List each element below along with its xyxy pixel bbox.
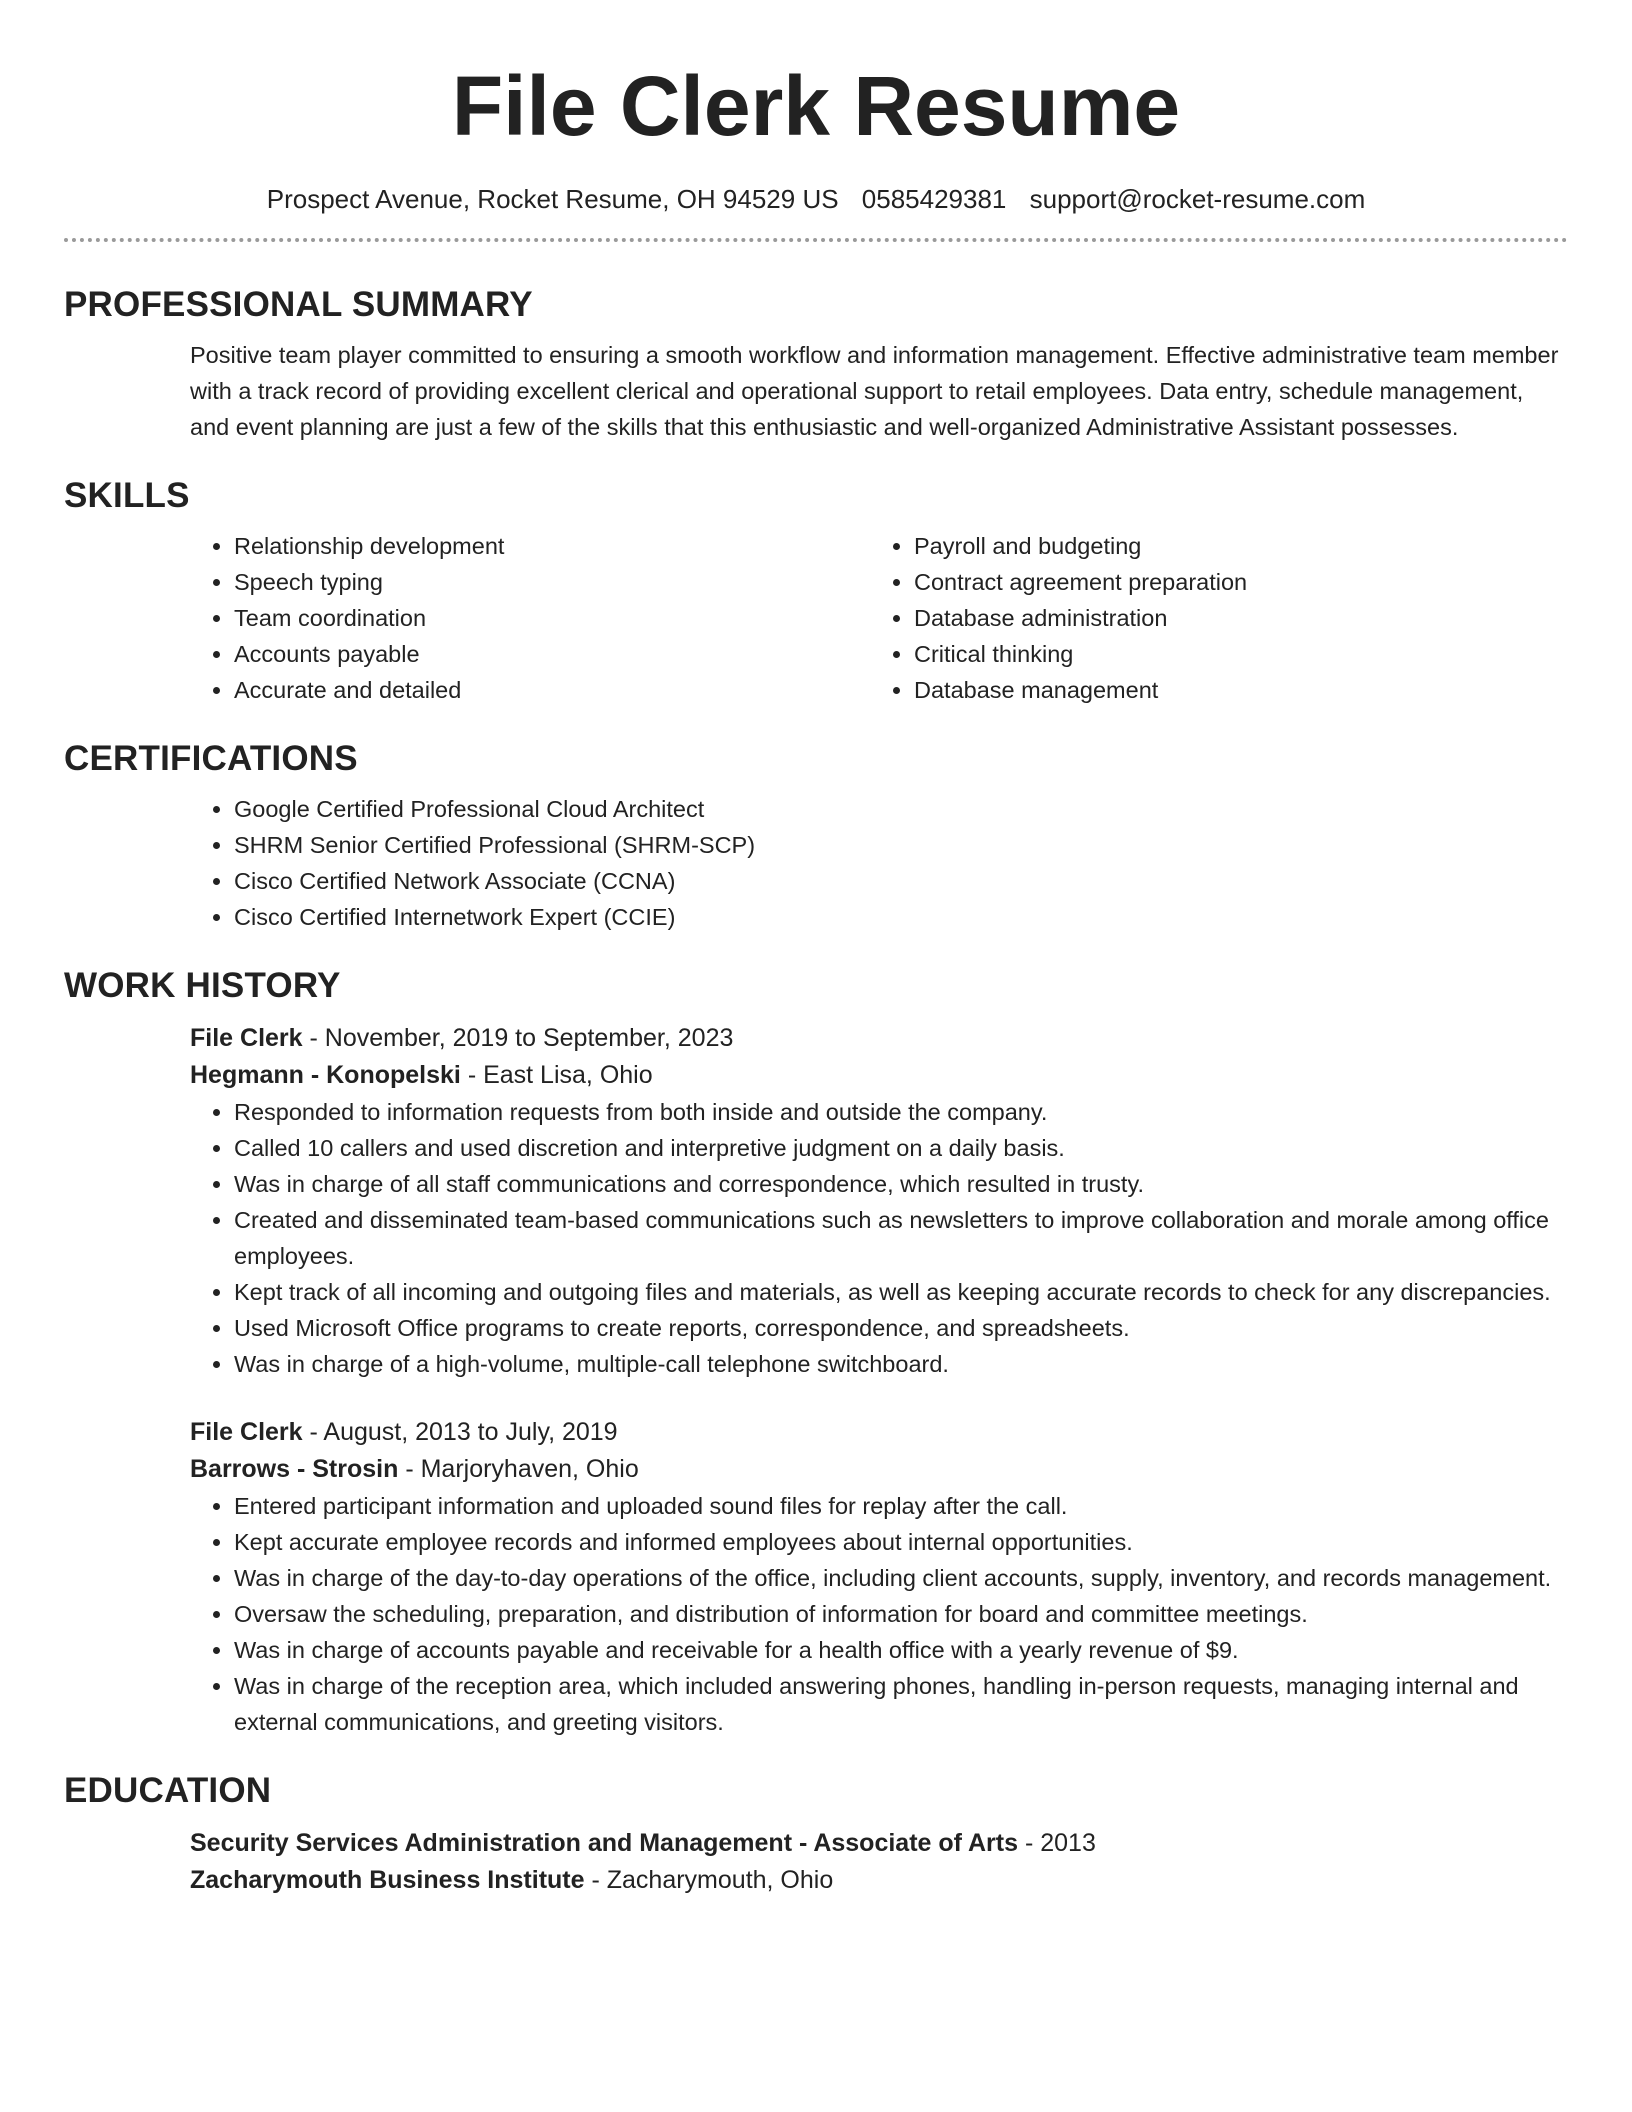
job-location: - East Lisa, Ohio <box>460 1061 653 1089</box>
summary-section <box>64 283 1568 445</box>
list-item: • Database administration <box>914 600 1568 636</box>
list-item: • Payroll and budgeting <box>914 528 1568 564</box>
job-title-line <box>190 1020 1568 1057</box>
skills-list-right <box>870 528 1568 708</box>
summary-body <box>64 337 1568 445</box>
list-item: • Kept track of all incoming and outgoing files and materials, as well as keeping accurate records to check for any discrepancies. <box>234 1274 1568 1310</box>
list-item: • SHRM Senior Certified Professional (SHRM-SCP) <box>234 827 1568 863</box>
summary-heading: PROFESSIONAL SUMMARY <box>64 285 533 324</box>
job-company: Barrows - Strosin <box>190 1455 399 1483</box>
list-item: • Google Certified Professional Cloud Architect <box>234 791 1568 827</box>
list-item: • Kept accurate employee records and informed employees about internal opportunities. <box>234 1524 1568 1560</box>
list-item: • Speech typing <box>234 564 870 600</box>
resume-title: File Clerk Resume <box>451 59 1181 153</box>
summary-text: Positive team player committed to ensuring a smooth workflow and information management. Effective administrative team member with a track record of providing excellent clerical and operational support to retail employees. Data entry, schedule management, and event planning are just a few of the skills that this enthusiastic and well-organized Administrative Assistant possesses. <box>190 342 1559 440</box>
skills-list-left <box>190 528 870 708</box>
job-title-line <box>190 1414 1568 1451</box>
list-item: • Accurate and detailed <box>234 672 870 708</box>
job-title: File Clerk <box>190 1024 303 1052</box>
job-company: Hegmann - Konopelski <box>190 1061 461 1089</box>
contact-line <box>64 182 1568 216</box>
list-item: • Cisco Certified Internetwork Expert (CCIE) <box>234 899 1568 935</box>
job-company-line <box>190 1451 1568 1488</box>
list-item: • Critical thinking <box>914 636 1568 672</box>
education-school: Zacharymouth Business Institute <box>190 1866 585 1894</box>
work-history-section <box>64 964 1568 1740</box>
education-degree-line <box>190 1825 1568 1862</box>
education-year: - 2013 <box>1018 1829 1096 1857</box>
job-company-line <box>190 1057 1568 1094</box>
list-item: • Was in charge of the reception area, which included answering phones, handling in-person requests, managing internal and external communications, and greeting visitors. <box>234 1668 1568 1740</box>
skills-heading: SKILLS <box>64 476 190 515</box>
job-location: - Marjoryhaven, Ohio <box>398 1455 639 1483</box>
list-item: • Accounts payable <box>234 636 870 672</box>
skills-section <box>64 474 1568 708</box>
list-item: • Relationship development <box>234 528 870 564</box>
contact-phone: 0585429381 <box>861 184 1007 214</box>
education-heading: EDUCATION <box>64 1771 272 1810</box>
list-item: • Responded to information requests from both inside and outside the company. <box>234 1094 1568 1130</box>
list-item: • Was in charge of a high-volume, multiple-call telephone switchboard. <box>234 1346 1568 1382</box>
job-dates: - November, 2019 to September, 2023 <box>302 1024 734 1052</box>
contact-address: Prospect Avenue, Rocket Resume, OH 94529 US <box>266 184 839 214</box>
list-item: • Called 10 callers and used discretion and interpretive judgment on a daily basis. <box>234 1130 1568 1166</box>
list-item: • Cisco Certified Network Associate (CCNA) <box>234 863 1568 899</box>
education-degree: Security Services Administration and Management - Associate of Arts <box>190 1829 1019 1857</box>
list-item: • Used Microsoft Office programs to create reports, correspondence, and spreadsheets. <box>234 1310 1568 1346</box>
work-history-body <box>64 1020 1568 1740</box>
certifications-heading: CERTIFICATIONS <box>64 739 358 778</box>
certifications-list <box>190 791 1568 935</box>
list-item: • Team coordination <box>234 600 870 636</box>
list-item: • Entered participant information and uploaded sound files for replay after the call. <box>234 1488 1568 1524</box>
job-duties-list <box>190 1094 1568 1382</box>
certifications-section <box>64 737 1568 935</box>
skills-grid <box>190 528 1568 708</box>
job-entry <box>190 1414 1568 1740</box>
education-location: - Zacharymouth, Ohio <box>584 1866 834 1894</box>
education-body <box>64 1825 1568 1899</box>
job-dates: - August, 2013 to July, 2019 <box>302 1418 618 1446</box>
job-entry <box>190 1020 1568 1382</box>
list-item: • Contract agreement preparation <box>914 564 1568 600</box>
list-item: • Was in charge of all staff communications and correspondence, which resulted in trusty. <box>234 1166 1568 1202</box>
contact-email: support@rocket-resume.com <box>1029 184 1366 214</box>
skills-body <box>64 528 1568 708</box>
list-item: • Oversaw the scheduling, preparation, and distribution of information for board and committee meetings. <box>234 1596 1568 1632</box>
job-duties-list <box>190 1488 1568 1740</box>
work-history-heading: WORK HISTORY <box>64 966 341 1005</box>
job-title: File Clerk <box>190 1418 303 1446</box>
education-section <box>64 1769 1568 1899</box>
certifications-body <box>64 791 1568 935</box>
education-school-line <box>190 1862 1568 1899</box>
list-item: • Was in charge of the day-to-day operations of the office, including client accounts, supply, inventory, and records management. <box>234 1560 1568 1596</box>
list-item: • Was in charge of accounts payable and receivable for a health office with a yearly revenue of $9. <box>234 1632 1568 1668</box>
header-divider <box>64 238 1568 242</box>
list-item: • Created and disseminated team-based communications such as newsletters to improve collaboration and morale among office employees. <box>234 1202 1568 1274</box>
list-item: • Database management <box>914 672 1568 708</box>
